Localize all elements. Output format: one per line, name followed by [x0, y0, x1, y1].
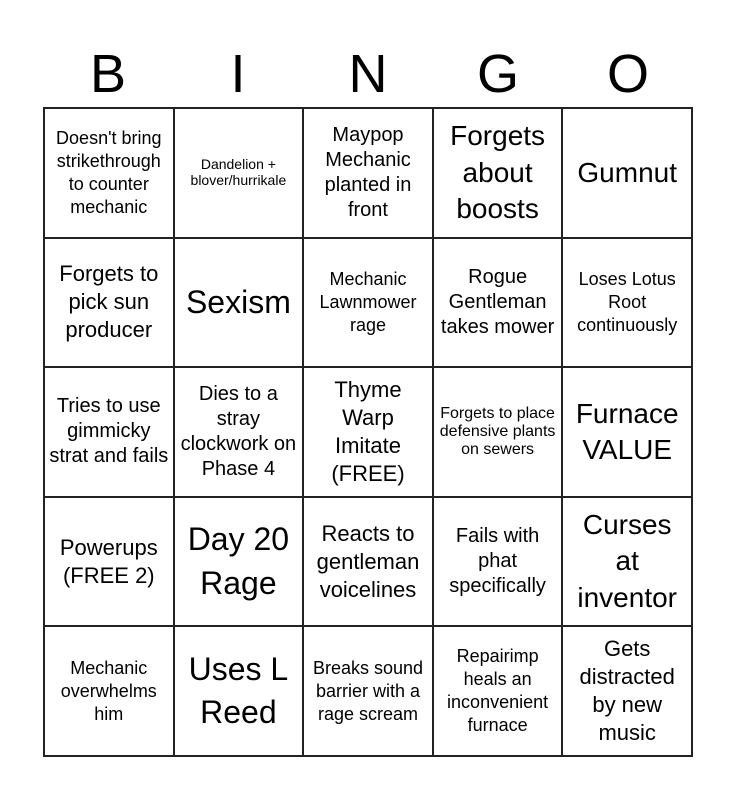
bingo-cell[interactable]: Powerups (FREE 2): [44, 497, 174, 627]
bingo-cell[interactable]: Curses at inventor: [562, 497, 692, 627]
bingo-cell[interactable]: Reacts to gentleman voicelines: [303, 497, 433, 627]
header-letter-g: G: [476, 44, 519, 104]
bingo-cell[interactable]: Sexism: [174, 238, 304, 368]
bingo-cell[interactable]: Furnace VALUE: [562, 367, 692, 497]
bingo-cell[interactable]: Dandelion + blover/hurrikale: [174, 108, 304, 238]
bingo-cell[interactable]: Rogue Gentleman takes mower: [433, 238, 563, 368]
bingo-cell[interactable]: Forgets to pick sun producer: [44, 238, 174, 368]
bingo-cell[interactable]: Uses L Reed: [174, 626, 304, 756]
bingo-cell[interactable]: Mechanic overwhelms him: [44, 626, 174, 756]
bingo-header: [43, 40, 693, 108]
header-letter-n: N: [348, 44, 388, 104]
bingo-cell[interactable]: Fails with phat specifically: [433, 497, 563, 627]
bingo-grid: [43, 107, 693, 757]
bingo-cell[interactable]: Thyme Warp Imitate (FREE): [303, 367, 433, 497]
header-letter-i: I: [230, 44, 246, 104]
bingo-cell[interactable]: Loses Lotus Root continuously: [562, 238, 692, 368]
bingo-cell[interactable]: Breaks sound barrier with a rage scream: [303, 626, 433, 756]
bingo-cell[interactable]: Mechanic Lawnmower rage: [303, 238, 433, 368]
bingo-cell[interactable]: Day 20 Rage: [174, 497, 304, 627]
bingo-cell[interactable]: Repairimp heals an inconvenient furnace: [433, 626, 563, 756]
header-letter-o: O: [606, 44, 649, 104]
bingo-cell[interactable]: Dies to a stray clockwork on Phase 4: [174, 367, 304, 497]
bingo-cell[interactable]: Maypop Mechanic planted in front: [303, 108, 433, 238]
bingo-cell[interactable]: Doesn't bring strikethrough to counter mechanic: [44, 108, 174, 238]
header-letter-b: B: [89, 44, 127, 104]
bingo-cell[interactable]: Forgets to place defensive plants on sewers: [433, 367, 563, 497]
bingo-cell[interactable]: Gumnut: [562, 108, 692, 238]
bingo-cell[interactable]: Gets distracted by new music: [562, 626, 692, 756]
bingo-cell[interactable]: Forgets about boosts: [433, 108, 563, 238]
bingo-cell[interactable]: Tries to use gimmicky strat and fails: [44, 367, 174, 497]
